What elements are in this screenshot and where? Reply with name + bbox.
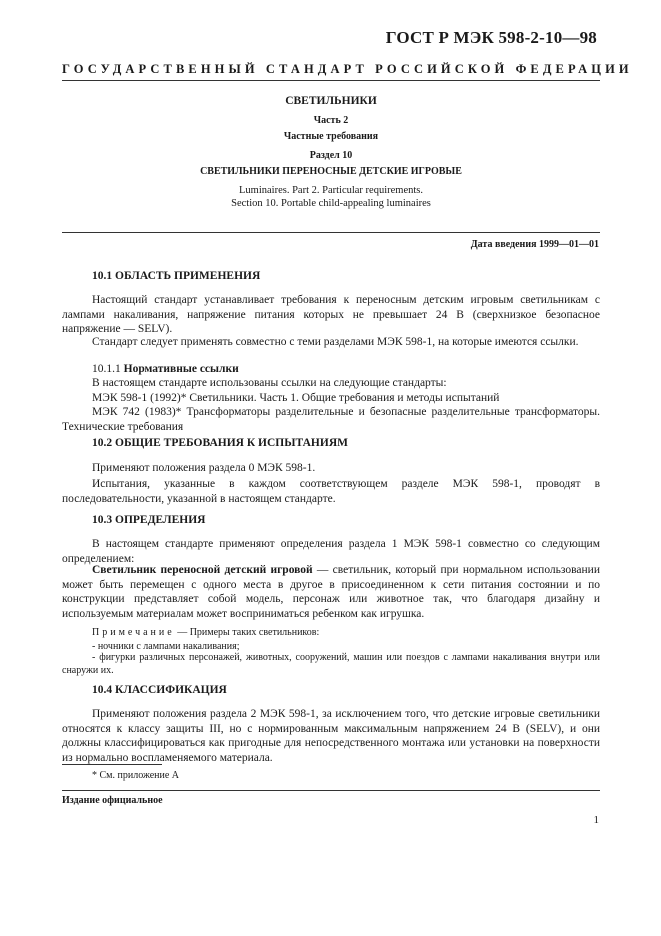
paragraph: Испытания, указанные в каждом соответствующем разделе МЭК 598-1, проводят в последовательности, указанной в настоящем стандарте. bbox=[62, 478, 600, 505]
doc-section-title: СВЕТИЛЬНИКИ ПЕРЕНОСНЫЕ ДЕТСКИЕ ИГРОВЫЕ bbox=[200, 166, 462, 177]
definition-text: — светильник, который при нормальном использовании может быть перемещен с одного места в другое в присоединенном к сети питания состоянии и по конструкции представляет собой модель, персонаж или животное так, что благодаря дизайну и используемым материалам может восприниматься ребенком как игрушка. bbox=[62, 564, 600, 620]
paragraph: В настоящем стандарте использованы ссылки на следующие стандарты: bbox=[92, 377, 447, 389]
document-code: ГОСТ Р МЭК 598-2-10—98 bbox=[385, 28, 597, 47]
official-edition-label: Издание официальное bbox=[62, 795, 163, 806]
subsection-title: Нормативные ссылки bbox=[123, 363, 239, 375]
english-title-line-1: Luminaires. Part 2. Particular requirements. bbox=[239, 185, 423, 196]
paragraph: В настоящем стандарте применяют определения раздела 1 МЭК 598-1 совместно со следующим определением: bbox=[62, 538, 600, 565]
introduction-date: Дата введения 1999—01—01 bbox=[470, 239, 599, 250]
paragraph: Применяют положения раздела 2 МЭК 598-1, за исключением того, что детские игровые светильники относятся к классу защиты III, но с нормированным максимальным напряжением 24 В (SELV), и они должны классифицироваться как пригодные для непосредственного монтажа или установки на поверхности из нормально воспламеняемого материала. bbox=[62, 708, 600, 764]
doc-particular: Частные требования bbox=[283, 131, 379, 142]
footnote-rule bbox=[62, 764, 162, 765]
definition-paragraph bbox=[62, 563, 600, 621]
title-rule bbox=[62, 232, 600, 233]
note-item: - фигурки различных персонажей, животных, сооружений, машин или поездов с лампами накаливания внутри или снаружи их. bbox=[62, 652, 600, 676]
footnote: * См. приложение А bbox=[92, 770, 180, 781]
footer-rule bbox=[62, 790, 600, 791]
reference-item: МЭК 598-1 (1992)* Светильники. Часть 1. Общие требования и методы испытаний bbox=[92, 392, 500, 404]
doc-title: СВЕТИЛЬНИКИ bbox=[285, 95, 377, 107]
section-heading-10-1: 10.1 ОБЛАСТЬ ПРИМЕНЕНИЯ bbox=[92, 270, 261, 282]
paragraph: Настоящий стандарт устанавливает требования к переносным детским игровым светильникам с лампами накаливания, напряжение питания которых не превышает 24 В (сверхнизкое безопасное напряжение — SELV). bbox=[62, 294, 600, 335]
subsection-number: 10.1.1 bbox=[92, 363, 121, 375]
reference-item: МЭК 742 (1983)* Трансформаторы разделительные и безопасные разделительные трансформаторы. Технические требования bbox=[62, 406, 600, 433]
subsection-10-1-1 bbox=[62, 362, 600, 377]
paragraph: Применяют положения раздела 0 МЭК 598-1. bbox=[92, 462, 316, 474]
note-heading bbox=[92, 626, 600, 639]
note-label: Примечание bbox=[92, 627, 175, 638]
doc-part: Часть 2 bbox=[313, 115, 349, 126]
state-standard-banner: ГОСУДАРСТВЕННЫЙ СТАНДАРТ РОССИЙСКОЙ ФЕДЕРАЦИИ bbox=[62, 62, 633, 76]
section-heading-10-4: 10.4 КЛАССИФИКАЦИЯ bbox=[92, 684, 227, 696]
note-item: - ночники с лампами накаливания; bbox=[92, 641, 240, 652]
doc-section: Раздел 10 bbox=[309, 150, 353, 161]
header-rule bbox=[62, 80, 600, 81]
english-title-line-2: Section 10. Portable child-appealing luminaires bbox=[231, 198, 431, 209]
note-text: — Примеры таких светильников: bbox=[174, 627, 320, 638]
defined-term: Светильник переносной детский игровой bbox=[92, 564, 313, 576]
paragraph: Стандарт следует применять совместно с теми разделами МЭК 598-1, на которые имеются ссылки. bbox=[92, 336, 579, 348]
page-number: 1 bbox=[593, 814, 599, 826]
section-heading-10-3: 10.3 ОПРЕДЕЛЕНИЯ bbox=[92, 514, 206, 526]
section-heading-10-2: 10.2 ОБЩИЕ ТРЕБОВАНИЯ К ИСПЫТАНИЯМ bbox=[92, 437, 348, 449]
